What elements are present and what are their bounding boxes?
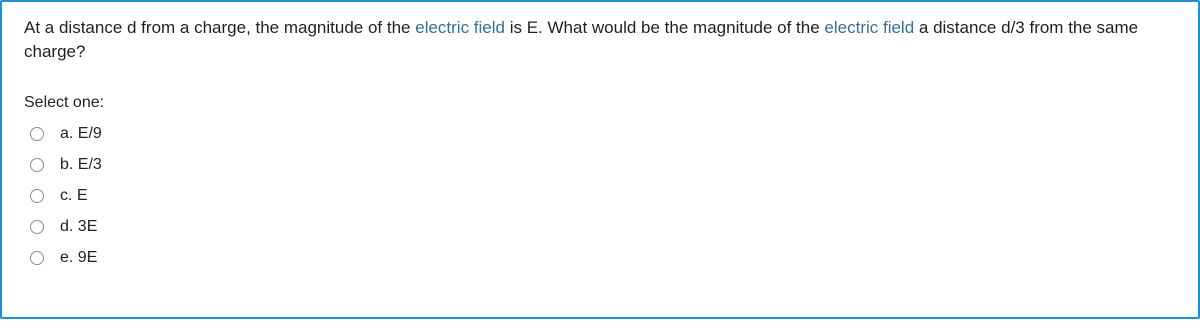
radio-button-e[interactable] bbox=[30, 251, 44, 265]
glossary-link-electric-field-2[interactable]: electric field bbox=[824, 18, 915, 37]
glossary-link-electric-field-1[interactable]: electric field bbox=[415, 18, 505, 37]
answer-label-b[interactable]: b. E/3 bbox=[60, 155, 102, 173]
radio-button-a[interactable] bbox=[30, 127, 44, 141]
question-text-part-1: At a distance d from a charge, the magnitude of the bbox=[24, 18, 416, 37]
select-one-prompt: Select one: bbox=[24, 94, 105, 111]
answer-option-a[interactable] bbox=[30, 118, 102, 149]
answer-label-c[interactable]: c. E bbox=[60, 186, 88, 204]
answer-option-d[interactable] bbox=[30, 211, 102, 242]
radio-button-c[interactable] bbox=[30, 189, 44, 203]
radio-button-b[interactable] bbox=[30, 158, 44, 172]
question-text-part-3: a distance d/3 from the same charge? bbox=[24, 18, 1139, 61]
answer-label-e[interactable]: e. 9E bbox=[60, 248, 98, 266]
answer-option-c[interactable] bbox=[30, 180, 102, 211]
answer-label-a[interactable]: a. E/9 bbox=[60, 124, 102, 142]
question-text bbox=[24, 16, 1184, 64]
answer-option-e[interactable] bbox=[30, 242, 102, 273]
answer-option-b[interactable] bbox=[30, 149, 102, 180]
answer-options bbox=[30, 118, 102, 273]
answer-label-d[interactable]: d. 3E bbox=[60, 217, 98, 235]
question-text-part-2: is E. What would be the magnitude of the bbox=[505, 18, 825, 37]
radio-button-d[interactable] bbox=[30, 220, 44, 234]
